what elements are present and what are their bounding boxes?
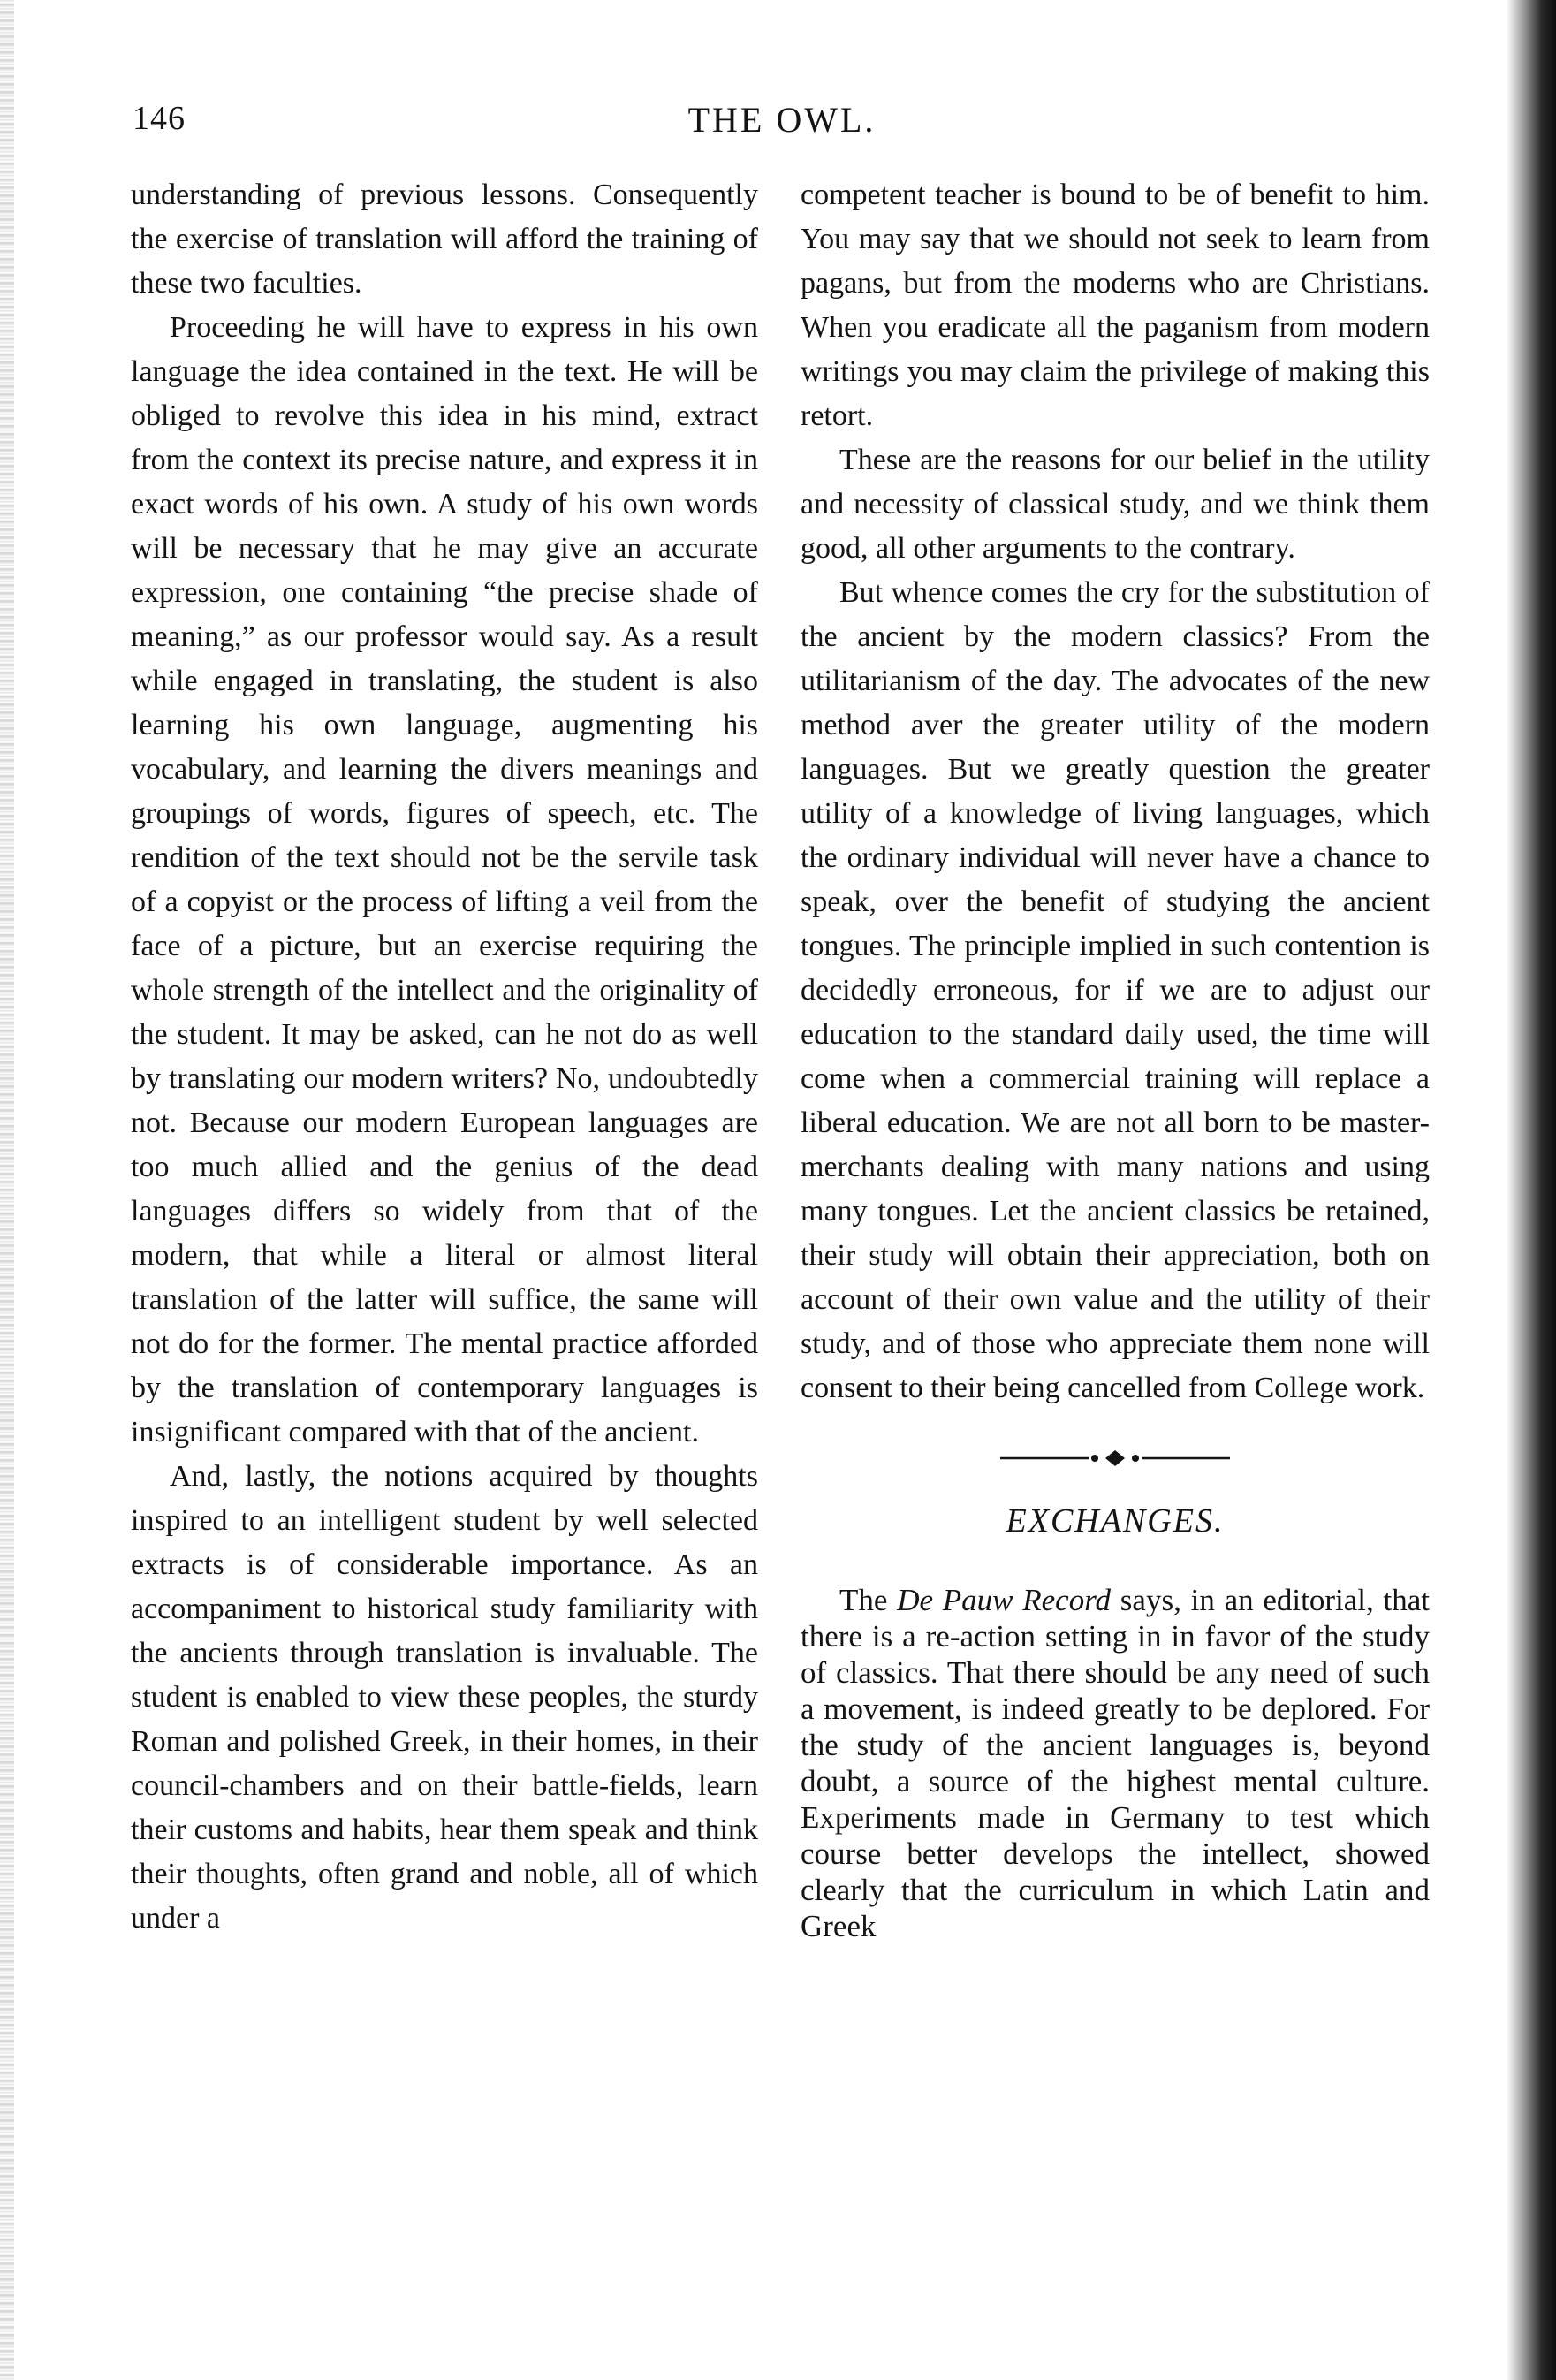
paragraph-exchanges (801, 1582, 1430, 1944)
exchanges-opening: The (839, 1583, 898, 1617)
divider-rule-icon (1000, 1449, 1230, 1467)
paragraph-competent-teacher: competent teacher is bound to be of benefit to him. You may say that we should not seek to learn from pagans, but from the moderns who are Christians. When you eradicate all the paganism from modern writings you may claim the privilege of making this retort. (801, 179, 1430, 432)
left-column (131, 173, 758, 1941)
paragraph-continuation: understanding of previous lessons. Consequently the exercise of translation will afford the training of these two faculties. (131, 179, 758, 300)
section-divider-ornament (801, 1433, 1430, 1487)
scanned-page-left-edge (0, 0, 14, 2380)
exchanges-body: says, in an editorial, that there is a re-action setting in in favor of the study of classics. That there should be any need of such a movement, is indeed greatly to be deplored. For the study of the ancient languages is, beyond doubt, a source of the highest mental culture. Experiments made in Germany to test which course better develops the intellect, showed clearly that the curriculum in which Latin and Greek (801, 1583, 1430, 1943)
paragraph-translation-expression: Proceeding he will have to express in his own language the idea contained in the text. He will be obliged to revolve this idea in his mind, extract from the context its precise nature, and express it in exact words of his own. A study of his own words will be necessary that he may give an accurate expression, one containing “the precise shade of meaning,” as our professor would say. As a result while engaged in translating, the student is also learning his own language, augmenting his vocabulary, and learning the divers meanings and groupings of words, figures of speech, etc. The rendition of the text should not be the servile task of a copyist or the process of lifting a veil from the face of a picture, but an exercise requiring the whole strength of the intellect and the originality of the student. It may be asked, can he not do as well by translating our modern writers? No, undoubtedly not. Because our modern European languages are too much allied and the genius of the dead languages differs so widely from that of the modern, that while a literal or almost literal translation of the latter will suffice, the same will not do for the former. The mental practice afforded by the translation of contemporary languages is insignificant compared with that of the ancient. (131, 311, 758, 1449)
paragraph-notions-acquired: And, lastly, the notions acquired by thoughts inspired to an intelligent student by well selected extracts is of considerable importance. As an accompaniment to historical study familiarity with the ancients through translation is invaluable. The student is enabled to view these peoples, the sturdy Roman and polished Greek, in their homes, in their council-chambers and on their battle-fields, learn their customs and habits, hear them speak and think their thoughts, often grand and noble, all of which under a (131, 1460, 758, 1935)
section-title-exchanges: EXCHANGES. (1006, 1502, 1225, 1540)
page-header (133, 99, 1431, 152)
right-column (801, 173, 1430, 1944)
running-title: THE OWL. (687, 100, 877, 140)
page-number: 146 (133, 100, 186, 137)
paragraph-reasons: These are the reasons for our belief in the utility and necessity of classical study, and we think them good, all other arguments to the contrary. (801, 444, 1430, 565)
publication-title: De Pauw Record (897, 1583, 1112, 1617)
scanned-page-right-edge (1507, 0, 1556, 2380)
paragraph-whence-cry: But whence comes the cry for the substitution of the ancient by the modern classics? From the utilitarianism of the day. The advocates of the new method aver the greater utility of the modern languages. But we greatly question the greater utility of a knowledge of living languages, which the ordinary individual will never have a chance to speak, over the benefit of studying the ancient tongues. The principle implied in such contention is decidedly erroneous, for if we are to adjust our education to the standard daily used, the time will come when a commercial training will replace a liberal education. We are not all born to be master-merchants dealing with many nations and using many tongues. Let the ancient classics be retained, their study will obtain their appreciation, both on account of their own value and the utility of their study, and of those who appreciate them none will consent to their being cancelled from College work. (801, 576, 1430, 1404)
